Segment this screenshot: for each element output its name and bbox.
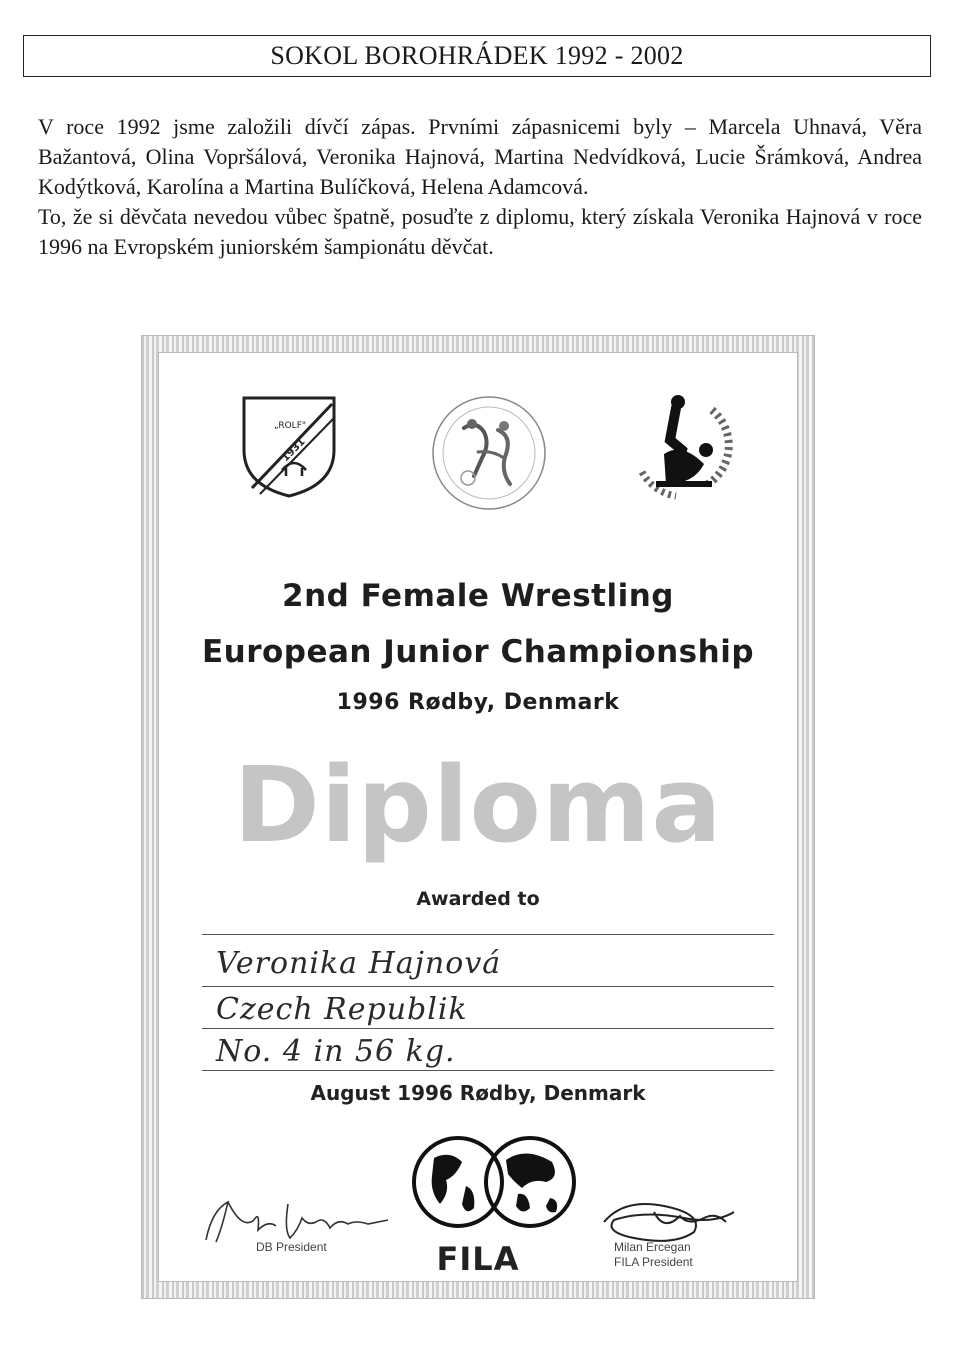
fila-label: FILA [436,1240,520,1278]
recipient-result: No. 4 in 56 kg. [216,1034,456,1069]
wrestlers-emblem-logo [616,380,746,510]
diploma-heading-line-1: 2nd Female Wrestling [282,578,674,614]
diploma-word: Diploma [233,744,723,866]
fila-globe-logo [410,1132,578,1232]
recipient-name: Veronika Hajnová [216,946,502,981]
line-rule-2 [202,986,774,987]
rolf-logo-text: „ROLF" [274,421,307,431]
rolf-shield-logo [234,390,344,500]
diploma-heading-line-2: European Junior Championship [201,634,755,670]
diploma-heading-line-3: 1996 Rødby, Denmark [336,690,620,715]
line-rule-4 [202,1070,774,1071]
intro-paragraph-1: V roce 1992 jsme založili dívčí zápas. Prvními zápasnicemi byly – Marcela Uhnavá, Věra Bažantová, Olina Vopršálová, Veronika Hajnová, Martina Nedvídková, Lucie Šrámková, Andrea Kodýtková, Karolína a Martina Bulíčková, Helena Adamcová. [38,114,922,199]
rolf-logo-year: 1931 [280,436,308,465]
line-rule-3 [202,1028,774,1029]
page-title: SOKOL BOROHRÁDEK 1992 - 2002 [270,41,684,70]
right-signature-name: Milan Ercegan [614,1240,691,1254]
intro-paragraph-2: To, že si děvčata nevedou vůbec špatně, posuďte z diplomu, který získala Veronika Hajnová v roce 1996 na Evropském juniorském šampionátu děvčat. [38,204,922,259]
round-emblem-logo [428,392,550,514]
awarded-to-label: Awarded to [416,888,540,910]
left-signature-caption: DB President [256,1240,327,1254]
date-place-line: August 1996 Rødby, Denmark [310,1081,646,1105]
intro-text [38,112,922,262]
recipient-country: Czech Republik [216,992,468,1027]
diploma-certificate [142,336,814,1298]
right-signature-caption: FILA President [614,1255,693,1269]
page-title-box [23,35,931,77]
line-rule-1 [202,934,774,935]
